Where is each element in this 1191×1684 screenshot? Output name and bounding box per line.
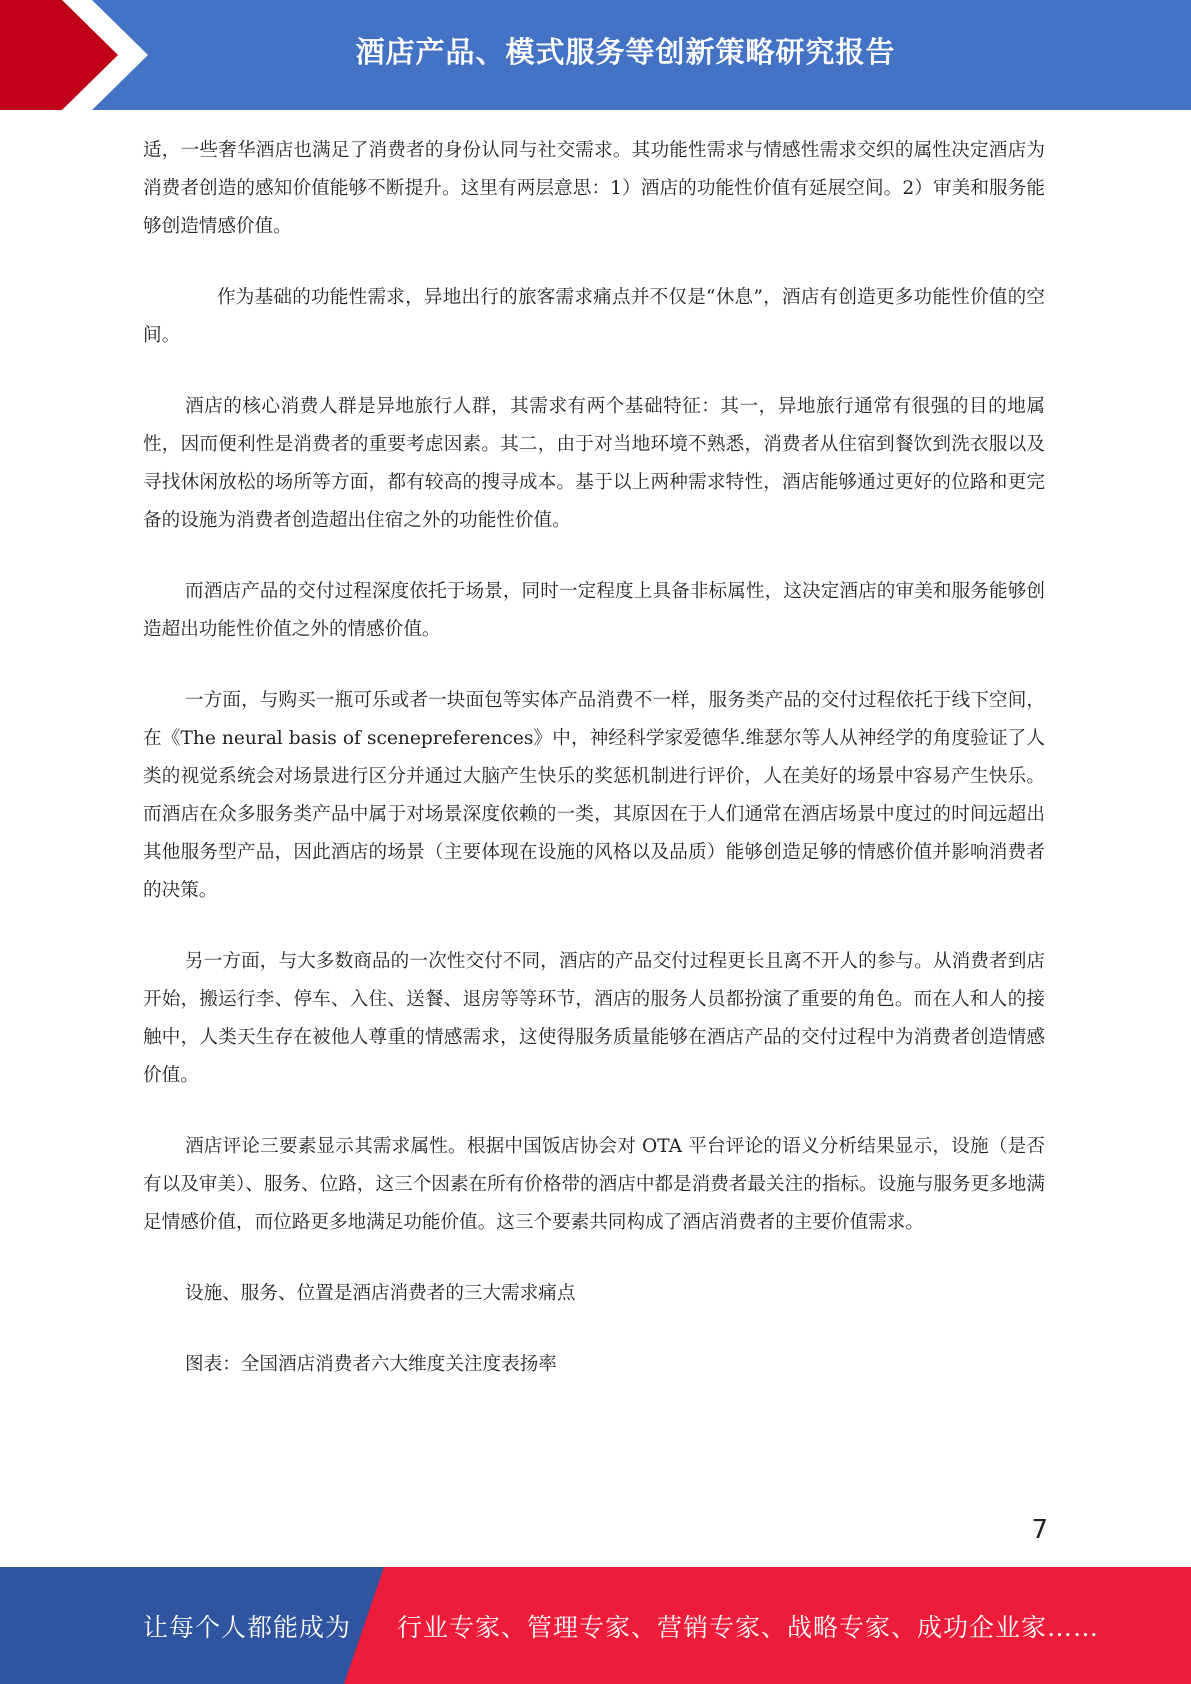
- paragraph: 作为基础的功能性需求，异地出行的旅客需求痛点并不仅是“休息”，酒店有创造更多功能性价值的空间。: [143, 287, 1045, 346]
- report-title: 酒店产品、模式服务等创新策略研究报告: [355, 34, 896, 69]
- paragraph: 适，一些奢华酒店也满足了消费者的身份认同与社交需求。其功能性需求与情感性需求交织的属性决定酒店为消费者创造的感知价值能够不断提升。这里有两层意思：1）酒店的功能性价值有延展空间。2）审美和服务能够创造情感价值。: [143, 140, 1045, 237]
- footer-slogan-left: 让每个人都能成为: [143, 1612, 352, 1642]
- page-number: 7: [1031, 1515, 1048, 1545]
- paragraph: 而酒店产品的交付过程深度依托于场景，同时一定程度上具备非标属性，这决定酒店的审美和服务能够创造超出功能性价值之外的情感价值。: [143, 581, 1045, 640]
- paragraph: 酒店评论三要素显示其需求属性。根据中国饭店协会对 OTA 平台评论的语义分析结果显示，设施（是否有以及审美）、服务、位路，这三个因素在所有价格带的酒店中都是消费者最关注的指标。设施与服务更多地满足情感价值，而位路更多地满足功能价值。这三个要素共同构成了酒店消费者的主要价值需求。: [143, 1136, 1045, 1233]
- footer-slogan-right: 行业专家、管理专家、营销专家、战略专家、成功企业家……: [397, 1612, 1100, 1642]
- header-chevron-decoration: [0, 0, 160, 110]
- paragraph: 酒店的核心消费人群是异地旅行人群，其需求有两个基础特征：其一，异地旅行通常有很强的目的地属性，因而便利性是消费者的重要考虑因素。其二，由于对当地环境不熟悉，消费者从住宿到餐饮到洗衣服以及寻找休闲放松的场所等方面，都有较高的搜寻成本。基于以上两种需求特性，酒店能够通过更好的位路和更完备的设施为消费者创造超出住宿之外的功能性价值。: [143, 396, 1045, 531]
- figure-caption: 图表：全国酒店消费者六大维度关注度表扬率: [185, 1354, 557, 1375]
- page-footer: [0, 1567, 1191, 1684]
- paragraph: 一方面，与购买一瓶可乐或者一块面包等实体产品消费不一样，服务类产品的交付过程依托于线下空间，在《The neural basis of scenepreferences》中，神经科学家爱德华.维瑟尔等人从神经学的角度验证了人类的视觉系统会对场景进行区分并通过大脑产生快乐的奖惩机制进行评价，人在美好的场景中容易产生快乐。而酒店在众多服务类产品中属于对场景深度依赖的一类，其原因在于人们通常在酒店场景中度过的时间远超出其他服务型产品，因此酒店的场景（主要体现在设施的风格以及品质）能够创造足够的情感价值并影响消费者的决策。: [143, 690, 1045, 901]
- page-header: [0, 0, 1191, 110]
- body-text: [143, 132, 1045, 1384]
- paragraph: 另一方面，与大多数商品的一次性交付不同，酒店的产品交付过程更长且离不开人的参与。从消费者到店开始，搬运行李、停车、入住、送餐、退房等等环节，酒店的服务人员都扮演了重要的角色。而在人和人的接触中，人类天生存在被他人尊重的情感需求，这使得服务质量能够在酒店产品的交付过程中为消费者创造情感价值。: [143, 951, 1045, 1086]
- section-heading: 设施、服务、位置是酒店消费者的三大需求痛点: [185, 1283, 576, 1304]
